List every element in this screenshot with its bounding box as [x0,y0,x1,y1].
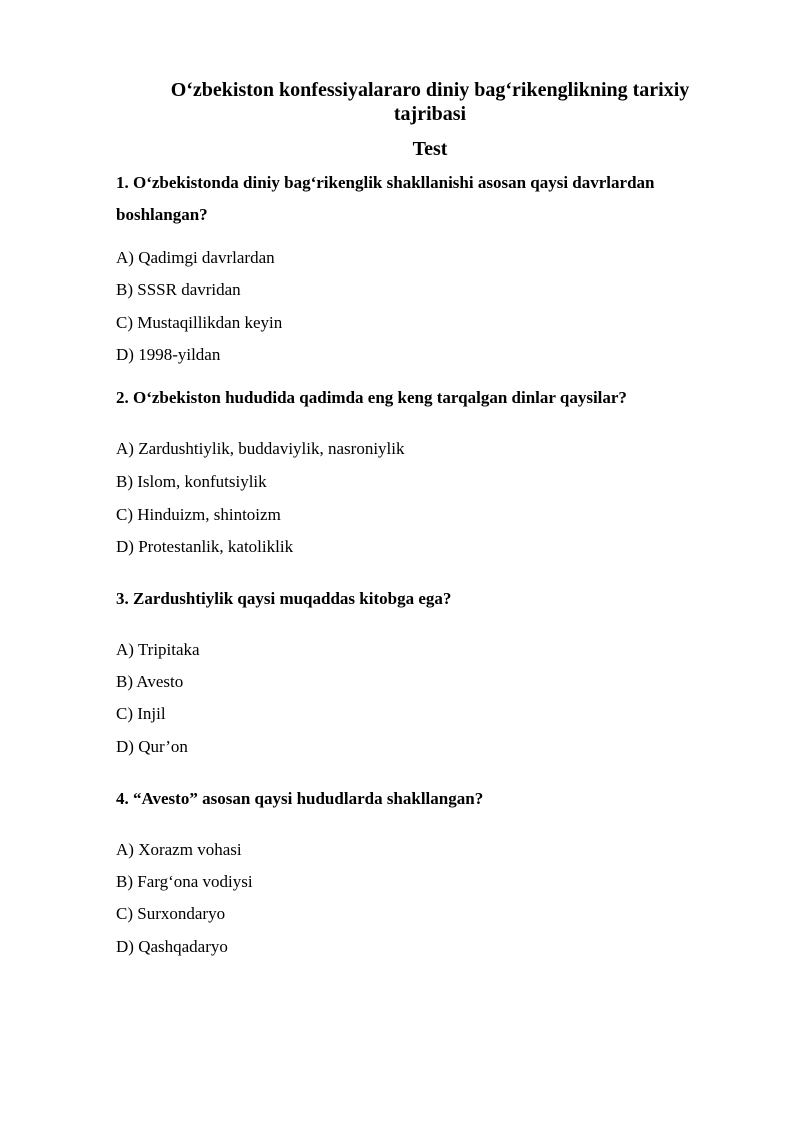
question-3-option-b: B) Avesto [116,672,184,691]
question-3-option-d: D) Qur’on [116,737,188,756]
document-title-line-2: tajribasi [393,103,467,125]
question-4: 4. “Avesto” asosan qaysi hududlarda shakllangan? [116,789,484,808]
document-subtitle: Test [412,138,448,160]
question-3-option-a: A) Tripitaka [116,640,200,659]
question-3: 3. Zardushtiylik qaysi muqaddas kitobga ega? [116,589,452,608]
question-1: 1. O‘zbekistonda diniy bag‘rikenglik shakllanishi asosan qaysi davrlardan boshlangan? [116,173,655,224]
question-1-option-d: D) 1998-yildan [116,345,221,364]
question-2-option-a: A) Zardushtiylik, buddaviylik, nasroniylik [116,439,405,458]
question-1-option-a: A) Qadimgi davrlardan [116,248,275,267]
question-2: 2. O‘zbekiston hududida qadimda eng keng tarqalgan dinlar qaysilar? [116,388,627,407]
question-4-option-d: D) Qashqadaryo [116,937,228,956]
document-title-line-1: O‘zbekiston konfessiyalararo diniy bag‘rikenglikning tarixiy [170,79,690,101]
question-4-option-a: A) Xorazm vohasi [116,840,242,859]
question-4-option-b: B) Farg‘ona vodiysi [116,872,253,891]
question-3-option-c: C) Injil [116,704,166,723]
question-2-option-d: D) Protestanlik, katoliklik [116,537,294,556]
question-2-option-b: B) Islom, konfutsiylik [116,472,267,491]
question-1-option-b: B) SSSR davridan [116,280,241,299]
question-1-option-c: C) Mustaqillikdan keyin [116,313,283,332]
question-2-option-c: C) Hinduizm, shintoizm [116,505,281,524]
question-4-option-c: C) Surxondaryo [116,904,226,923]
